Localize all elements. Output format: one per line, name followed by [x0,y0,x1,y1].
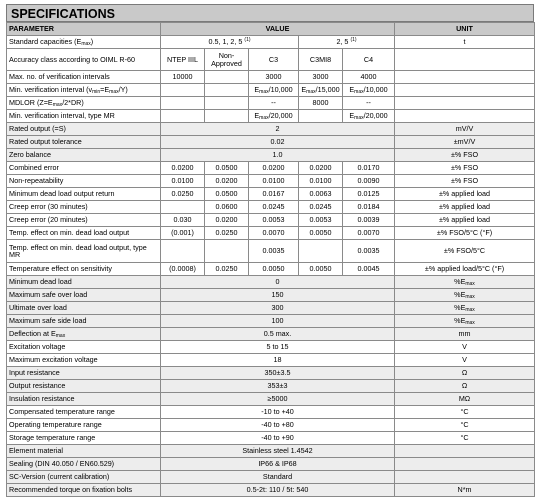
value-cell: 2, 5 $^{(1)}$ [299,36,395,49]
value-cell: 0.0100 [249,175,299,188]
row-label: Compensated temperature range [7,406,161,419]
unit-cell: ±% applied load [395,214,535,227]
value-cell: (0.0008) [161,263,205,276]
value-cell: 0.0600 [205,201,249,214]
unit-cell [395,71,535,84]
value-cell: ≥5000 [161,393,395,406]
value-cell: 0.0200 [249,162,299,175]
row-label: Standard capacities $(E_{max})$ [7,36,161,49]
value-cell: -40 to +80 [161,419,395,432]
value-cell: $E_{max}/20,000$ [249,110,299,123]
row-label: Zero balance [7,149,161,162]
row-label: Minimum dead load [7,276,161,289]
row-label: Min. verification interval $(v_{min}=E_{max}/Y)$ [7,84,161,97]
row-label: Deflection at $E_{max}$ [7,328,161,341]
table-row [7,276,535,289]
value-cell: Standard [161,471,395,484]
table-row [7,263,535,276]
value-cell: 0.5-2t: 110 / 5t: 540 [161,484,395,497]
row-label: Min. verification interval, type MR [7,110,161,123]
value-cell: 0.0200 [161,162,205,175]
table-row [7,445,535,458]
unit-cell [395,97,535,110]
value-cell: 18 [161,354,395,367]
row-label: Rated output (=S) [7,123,161,136]
value-cell: 300 [161,302,395,315]
value-cell: 0.0053 [299,214,343,227]
value-cell: 0.0063 [299,188,343,201]
unit-cell: $\%E_{max}$ [395,315,535,328]
value-cell: 0.0035 [343,240,395,263]
table-row [7,149,535,162]
value-cell: 0.0035 [249,240,299,263]
value-cell: -- [343,97,395,110]
value-cell: 0.0070 [343,227,395,240]
table-row [7,123,535,136]
value-cell: 100 [161,315,395,328]
unit-header: UNIT [395,23,535,36]
unit-cell: °C [395,419,535,432]
value-cell: 0.0167 [249,188,299,201]
value-cell: 2 [161,123,395,136]
row-label: Recommended torque on fixation bolts [7,484,161,497]
row-label: Creep error (20 minutes) [7,214,161,227]
value-cell [161,240,205,263]
table-row [7,302,535,315]
value-cell: $E_{max}/15,000$ [299,84,343,97]
row-label: Element material [7,445,161,458]
row-label: Creep error (30 minutes) [7,201,161,214]
table-row [7,393,535,406]
table-row [7,71,535,84]
table-row [7,110,535,123]
table-row [7,49,535,71]
value-cell: 3000 [249,71,299,84]
unit-cell [395,110,535,123]
value-cell: 0.0500 [205,162,249,175]
value-cell: C4 [343,49,395,71]
row-label: Non-repeatability [7,175,161,188]
value-cell: 0.0053 [249,214,299,227]
value-cell: 0.0050 [299,227,343,240]
value-cell: 10000 [161,71,205,84]
value-cell [161,201,205,214]
value-cell: 4000 [343,71,395,84]
table-row [7,162,535,175]
unit-cell: V [395,341,535,354]
row-label: MDLOR $(Z=E_{max}/2*DR)$ [7,97,161,110]
value-cell [205,97,249,110]
unit-cell: ±% FSO/5°C [395,240,535,263]
unit-cell: ±% applied load/5°C (°F) [395,263,535,276]
table-row [7,315,535,328]
value-cell: 0.0039 [343,214,395,227]
value-cell: 0.0250 [205,227,249,240]
value-cell: 0.0250 [205,263,249,276]
table-row [7,354,535,367]
value-cell: 3000 [299,71,343,84]
value-cell: 0.0245 [299,201,343,214]
specifications-table [6,22,535,497]
table-row [7,97,535,110]
section-title: SPECIFICATIONS [6,4,534,22]
row-label: Temperature effect on sensitivity [7,263,161,276]
table-row [7,188,535,201]
value-cell: 0.0045 [343,263,395,276]
value-cell [205,240,249,263]
value-cell [161,84,205,97]
unit-cell: $\%E_{max}$ [395,276,535,289]
table-row [7,341,535,354]
value-cell: (0.001) [161,227,205,240]
value-cell: 0.030 [161,214,205,227]
unit-cell: ±% FSO/5°C (°F) [395,227,535,240]
row-label: Storage temperature range [7,432,161,445]
value-cell: -10 to +40 [161,406,395,419]
row-label: Input resistance [7,367,161,380]
row-label: Max. no. of verification intervals [7,71,161,84]
unit-cell: °C [395,406,535,419]
value-cell [299,110,343,123]
value-cell: $E_{max}/10,000$ [249,84,299,97]
value-cell [205,110,249,123]
unit-cell: ±% applied load [395,188,535,201]
unit-cell: mV/V [395,123,535,136]
value-cell: 0 [161,276,395,289]
value-cell: 0.5 max. [161,328,395,341]
row-label: SC-Version (current calibration) [7,471,161,484]
unit-cell: $\%E_{max}$ [395,289,535,302]
unit-cell: Ω [395,367,535,380]
table-row [7,471,535,484]
table-row [7,240,535,263]
value-cell: 0.0170 [343,162,395,175]
row-label: Rated output tolerance [7,136,161,149]
table-row [7,406,535,419]
unit-cell: °C [395,432,535,445]
specifications-sheet [6,4,534,497]
row-label: Maximum excitation voltage [7,354,161,367]
unit-cell: ±% FSO [395,149,535,162]
value-cell: 0.0245 [249,201,299,214]
table-row [7,36,535,49]
table-row [7,175,535,188]
unit-cell: $\%E_{max}$ [395,302,535,315]
value-cell: 0.0184 [343,201,395,214]
unit-cell: t [395,36,535,49]
value-cell: 0.02 [161,136,395,149]
value-cell: 0.0200 [299,162,343,175]
value-cell: 150 [161,289,395,302]
unit-cell: MΩ [395,393,535,406]
value-cell: 0.0500 [205,188,249,201]
value-cell [205,84,249,97]
value-cell: $E_{max}/20,000$ [343,110,395,123]
value-cell: 0.0070 [249,227,299,240]
value-cell [299,240,343,263]
table-row [7,432,535,445]
table-row [7,84,535,97]
value-cell: $E_{max}/10,000$ [343,84,395,97]
value-cell: 0.0100 [299,175,343,188]
value-cell: 0.0090 [343,175,395,188]
row-label: Insulation resistance [7,393,161,406]
row-label: Excitation voltage [7,341,161,354]
value-cell: 5 to 15 [161,341,395,354]
table-row [7,419,535,432]
unit-cell: N*m [395,484,535,497]
value-cell: 0.0050 [299,263,343,276]
value-cell: C3MI8 [299,49,343,71]
table-row [7,328,535,341]
value-cell [205,71,249,84]
value-cell: -40 to +90 [161,432,395,445]
unit-cell [395,49,535,71]
table-row [7,201,535,214]
value-cell: NTEP IIIL [161,49,205,71]
value-cell: 0.0050 [249,263,299,276]
row-label: Ultimate over load [7,302,161,315]
row-label: Output resistance [7,380,161,393]
table-row [7,227,535,240]
row-label: Temp. effect on min. dead load output, type MR [7,240,161,263]
value-cell: 8000 [299,97,343,110]
value-header: VALUE [161,23,395,36]
unit-cell: Ω [395,380,535,393]
unit-cell: mm [395,328,535,341]
table-row [7,458,535,471]
unit-cell: ±mV/V [395,136,535,149]
unit-cell [395,84,535,97]
header-row [7,23,535,36]
value-cell [161,97,205,110]
value-cell: 0.0200 [205,175,249,188]
value-cell: 0.0200 [205,214,249,227]
value-cell: 353±3 [161,380,395,393]
unit-cell [395,471,535,484]
value-cell: 0.5, 1, 2, 5 $^{(1)}$ [161,36,299,49]
row-label: Temp. effect on min. dead load output [7,227,161,240]
unit-cell [395,458,535,471]
row-label: Maximum safe side load [7,315,161,328]
value-cell: Non-Approved [205,49,249,71]
value-cell: 1.0 [161,149,395,162]
table-row [7,367,535,380]
unit-cell: ±% FSO [395,162,535,175]
value-cell: 350±3.5 [161,367,395,380]
row-label: Operating temperature range [7,419,161,432]
value-cell: 0.0125 [343,188,395,201]
value-cell [161,110,205,123]
unit-cell: V [395,354,535,367]
unit-cell: ±% FSO [395,175,535,188]
table-row [7,136,535,149]
parameter-header: PARAMETER [7,23,161,36]
row-label: Maximum safe over load [7,289,161,302]
row-label: Accuracy class according to OIML R-60 [7,49,161,71]
value-cell: 0.0100 [161,175,205,188]
value-cell: -- [249,97,299,110]
value-cell: C3 [249,49,299,71]
row-label: Minimum dead load output return [7,188,161,201]
unit-cell [395,445,535,458]
table-row [7,289,535,302]
table-row [7,380,535,393]
unit-cell: ±% applied load [395,201,535,214]
value-cell: IP66 & IP68 [161,458,395,471]
table-row [7,214,535,227]
row-label: Combined error [7,162,161,175]
table-row [7,484,535,497]
value-cell: 0.0250 [161,188,205,201]
row-label: Sealing (DIN 40.050 / EN60.529) [7,458,161,471]
value-cell: Stainless steel 1.4542 [161,445,395,458]
